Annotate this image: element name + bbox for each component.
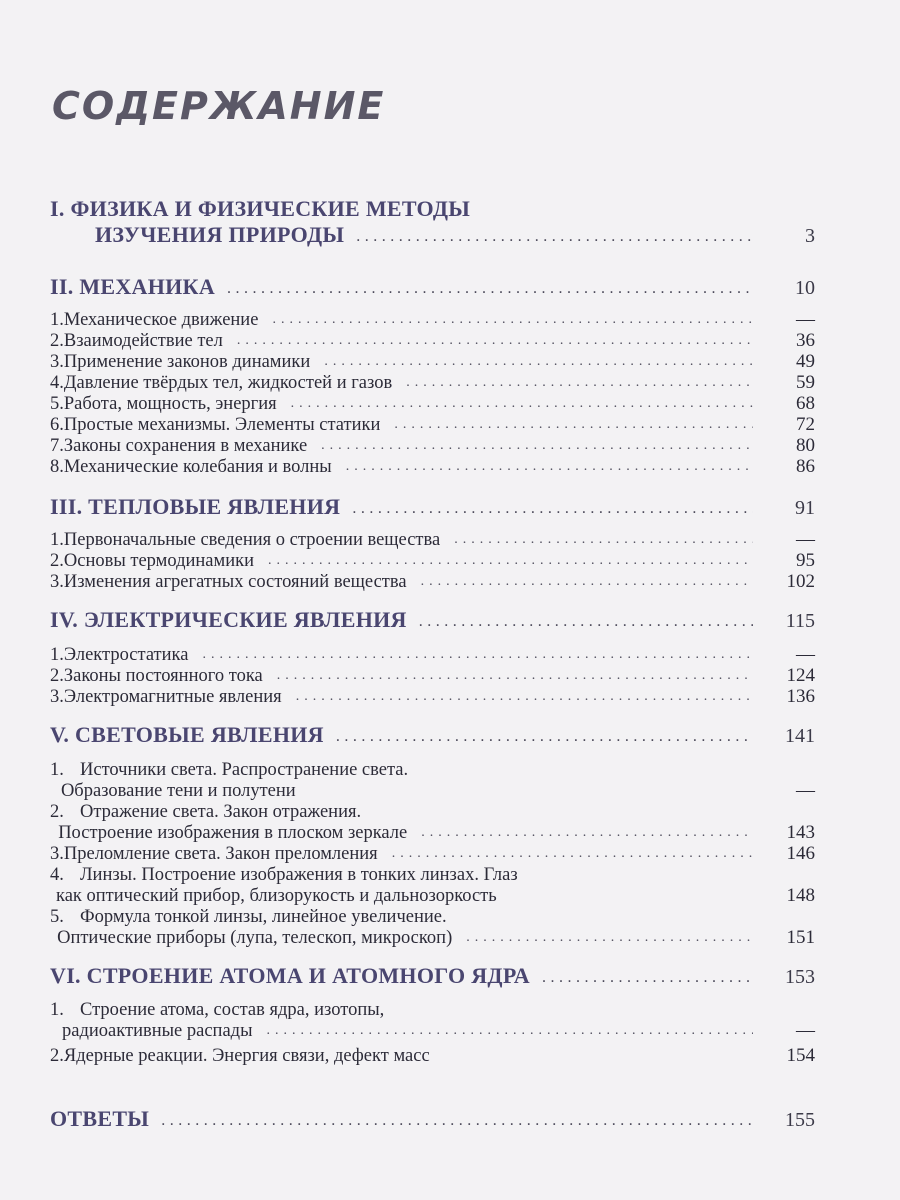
- item-title: Работа, мощность, энергия: [63, 394, 277, 414]
- page-number: —: [796, 309, 815, 330]
- item-number: 3.: [50, 572, 64, 592]
- dot-leader: [421, 575, 753, 592]
- toc-item: [50, 666, 815, 686]
- item-number: 2.: [50, 666, 64, 686]
- toc-item: [50, 436, 815, 456]
- item-title: Отражение света. Закон отражения.: [80, 802, 362, 822]
- dot-leader: [272, 313, 753, 330]
- item-number: 2.: [50, 331, 64, 351]
- page-number: 68: [796, 393, 815, 414]
- section-title: V. СВЕТОВЫЕ ЯВЛЕНИЯ: [50, 722, 324, 747]
- page-number: 136: [786, 686, 815, 707]
- section-title: VI. СТРОЕНИЕ АТОМА И АТОМНОГО ЯДРА: [50, 963, 530, 988]
- toc-item: [50, 457, 815, 477]
- item-title-cont: как оптический прибор, близорукость и дальнозоркость: [55, 886, 497, 906]
- item-number: 3.: [50, 352, 64, 372]
- item-title-cont: Оптические приборы (лупа, телескоп, микроскоп): [57, 928, 453, 948]
- item-number: 4.: [50, 865, 64, 885]
- item-title: Преломление света. Закон преломления: [63, 844, 378, 864]
- toc-item-cont: [50, 823, 815, 843]
- dot-leader: [268, 554, 753, 571]
- item-number: 6.: [50, 415, 64, 435]
- item-title: Первоначальные сведения о строении вещества: [63, 530, 441, 550]
- dot-leader: [296, 690, 753, 707]
- item-number: 8.: [50, 457, 64, 477]
- toc-item-cont: [50, 928, 815, 948]
- toc-item: [50, 645, 815, 665]
- page-number: 153: [785, 966, 815, 988]
- dot-leader: [352, 501, 753, 520]
- toc-item-cont: [50, 1021, 815, 1041]
- item-title: Основы термодинамики: [63, 551, 254, 571]
- section-title: ОТВЕТЫ: [50, 1106, 150, 1131]
- toc-answers: [50, 1106, 815, 1132]
- item-title-cont: Построение изображения в плоском зеркале: [58, 823, 408, 843]
- dot-leader: [419, 614, 753, 633]
- page-number: —: [796, 644, 815, 665]
- item-title: Линзы. Построение изображения в тонких линзах. Глаз: [80, 865, 518, 885]
- toc-item: [50, 352, 815, 372]
- dot-leader: [356, 229, 753, 248]
- item-number: 1.: [50, 645, 64, 665]
- toc-item: [50, 310, 815, 330]
- toc-section-6: [50, 963, 815, 989]
- page-number: 86: [796, 456, 815, 477]
- toc-item: [50, 1000, 815, 1020]
- page-number: 49: [796, 351, 815, 372]
- item-number: 2.: [50, 802, 64, 822]
- toc-item: [50, 760, 815, 780]
- item-title-cont: Образование тени и полутени: [60, 781, 296, 801]
- toc-item: [50, 331, 815, 351]
- dot-leader: [227, 281, 753, 300]
- toc-item: [50, 907, 815, 927]
- toc-section-3: [50, 494, 815, 520]
- toc-section-5: [50, 722, 815, 748]
- item-number: 4.: [50, 373, 64, 393]
- dot-leader: [466, 931, 753, 948]
- item-title: Изменения агрегатных состояний вещества: [63, 572, 407, 592]
- toc-item: [50, 572, 815, 592]
- section-title: II. МЕХАНИКА: [50, 274, 216, 299]
- page-number: 141: [785, 725, 815, 747]
- item-number: 1.: [50, 1000, 64, 1020]
- item-title: Взаимодействие тел: [63, 331, 223, 351]
- toc-item: [50, 373, 815, 393]
- toc-item-cont: [50, 781, 815, 801]
- dot-leader: [277, 669, 753, 686]
- page-number: 59: [796, 372, 815, 393]
- page-number: 80: [796, 435, 815, 456]
- dot-leader: [321, 439, 753, 456]
- item-number: 1.: [50, 760, 64, 780]
- page-number: 151: [786, 927, 815, 948]
- page-number: 148: [786, 885, 815, 906]
- page-number: 146: [786, 843, 815, 864]
- section-title: IV. ЭЛЕКТРИЧЕСКИЕ ЯВЛЕНИЯ: [50, 607, 407, 632]
- toc-item: [50, 687, 815, 707]
- item-title: Ядерные реакции. Энергия связи, дефект масс: [63, 1046, 430, 1066]
- page-number: 91: [795, 497, 815, 519]
- item-title: Законы постоянного тока: [63, 666, 263, 686]
- item-title: Формула тонкой линзы, линейное увеличение.: [80, 907, 447, 927]
- item-title-cont: радиоактивные распады: [62, 1021, 253, 1041]
- page-number: —: [796, 529, 815, 550]
- toc-item: [50, 551, 815, 571]
- section-title: III. ТЕПЛОВЫЕ ЯВЛЕНИЯ: [50, 494, 341, 519]
- dot-leader: [421, 826, 753, 843]
- dot-leader: [346, 460, 753, 477]
- page-number: 155: [785, 1109, 815, 1131]
- item-number: 1.: [50, 310, 64, 330]
- toc-section-2: [50, 274, 815, 300]
- item-title: Механические колебания и волны: [63, 457, 332, 477]
- item-number: 2.: [50, 551, 64, 571]
- page-number: —: [796, 1020, 815, 1041]
- page-number: 124: [786, 665, 815, 686]
- page-number: 102: [786, 571, 815, 592]
- toc-item: [50, 530, 815, 550]
- toc-item: [50, 1046, 815, 1066]
- item-title: Законы сохранения в механике: [63, 436, 308, 456]
- toc-section-4: [50, 607, 815, 633]
- item-title: Электромагнитные явления: [63, 687, 282, 707]
- toc-item: [50, 865, 815, 885]
- item-number: 2.: [50, 1046, 64, 1066]
- dot-leader: [324, 355, 753, 372]
- item-title: Механическое движение: [63, 310, 259, 330]
- item-number: 3.: [50, 844, 64, 864]
- item-number: 7.: [50, 436, 64, 456]
- dot-leader: [267, 1024, 754, 1041]
- page-number: 154: [786, 1045, 815, 1066]
- dot-leader: [161, 1113, 753, 1132]
- dot-leader: [406, 376, 753, 393]
- item-title: Строение атома, состав ядра, изотопы,: [80, 1000, 385, 1020]
- page-number: —: [796, 780, 815, 801]
- page-number: 72: [796, 414, 815, 435]
- dot-leader: [394, 418, 753, 435]
- item-title: Электростатика: [63, 645, 189, 665]
- item-number: 5.: [50, 394, 64, 414]
- item-number: 3.: [50, 687, 64, 707]
- toc-section-1: [50, 196, 815, 222]
- item-title: Применение законов динамики: [63, 352, 311, 372]
- section-title: I. ФИЗИКА И ФИЗИЧЕСКИЕ МЕТОДЫ: [50, 196, 471, 221]
- dot-leader: [336, 729, 753, 748]
- dot-leader: [392, 847, 753, 864]
- dot-leader: [237, 334, 753, 351]
- page-number: 143: [786, 822, 815, 843]
- toc-item: [50, 394, 815, 414]
- item-title: Источники света. Распространение света.: [80, 760, 409, 780]
- page-number: 95: [796, 550, 815, 571]
- dot-leader: [454, 533, 753, 550]
- dot-leader: [291, 397, 753, 414]
- page-number: 115: [785, 610, 815, 632]
- page-number: 10: [795, 277, 815, 299]
- dot-leader: [542, 970, 753, 989]
- toc-item: [50, 415, 815, 435]
- page-number: 36: [796, 330, 815, 351]
- item-number: 5.: [50, 907, 64, 927]
- toc-item-cont: [50, 886, 815, 906]
- item-number: 1.: [50, 530, 64, 550]
- item-title: Давление твёрдых тел, жидкостей и газов: [63, 373, 393, 393]
- item-title: Простые механизмы. Элементы статики: [63, 415, 381, 435]
- dot-leader: [202, 648, 753, 665]
- section-title-cont: ИЗУЧЕНИЯ ПРИРОДЫ: [95, 222, 345, 247]
- toc-section-1-cont: [50, 222, 815, 248]
- toc-item: [50, 802, 815, 822]
- page-title: СОДЕРЖАНИЕ: [52, 84, 386, 128]
- page-number: 3: [805, 225, 815, 247]
- toc-item: [50, 844, 815, 864]
